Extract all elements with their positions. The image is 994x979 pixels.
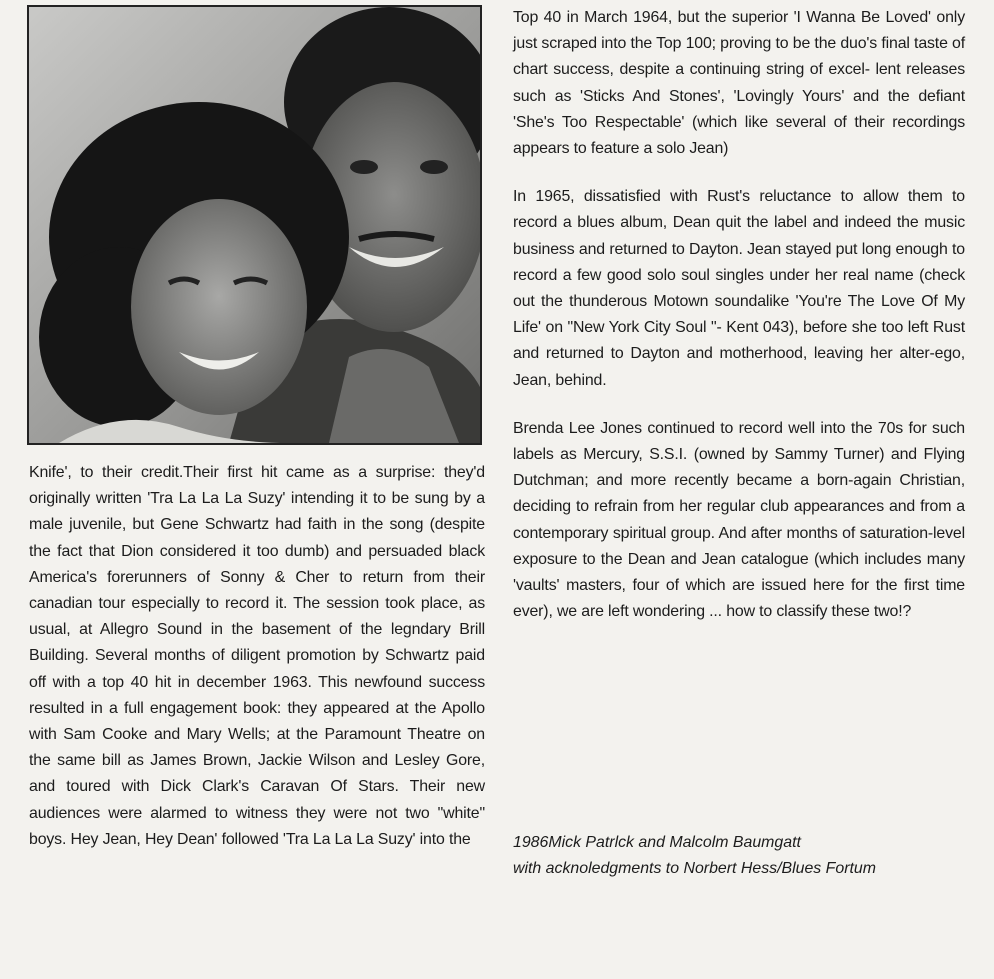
left-text-column [29,460,485,853]
right-paragraph-2: In 1965, dissatisfied with Rust's reluctance to allow them to record a blues album, Dean quit the label and indeed the music business and returned to Dayton. Jean stayed put long enough to record a few good solo soul singles under her real name (check out the thunderous Motown soundalike 'You're The Love Of My Life' on "New York City Soul "- Kent 043), before she too left Rust and returned to Dayton and motherhood, leaving her alter-ego, Jean, behind. [513,188,965,389]
credits-acknowledgments: with acknoledgments to Norbert Hess/Blues Fortum [513,860,876,877]
credits-block [513,830,965,882]
right-paragraph-3: Brenda Lee Jones continued to record well into the 70s for such labels as Mercury, S.S.I. (owned by Sammy Turner) and Flying Dutchman; and more recently became a born-again Christian, deciding to refrain from her regular club appearances and from a contemporary spiritual group. And after months of saturation-level exposure to the Dean and Jean catalogue (which includes many 'vaults' masters, four of which are issued here for the first time ever), we are left wondering ... how to classify these two!? [513,419,965,621]
duo-photo [27,5,482,445]
left-paragraph: Knife', to their credit.Their first hit came as a surprise: they'd originally written 'Tra La La La Suzy' intending it to be sung by a male juvenile, but Gene Schwartz had faith in the song (despite the fact that Dion considered it too dumb) and persuaded black America's forerunners of Sonny & Cher to return from their canadian tour especially to record it. The session took place, as usual, at Allegro Sound in the basement of the legndary Brill Building. Several months of diligent promotion by Schwartz paid off with a top 40 hit in december 1963. This newfound success resulted in a full engagement book: they appeared at the Apollo with Sam Cooke and Mary Wells; at the Paramount Theatre on the same bill as James Brown, Jackie Wilson and Lesley Gore, and toured with Dick Clark's Caravan Of Stars. Their new audiences were alarmed to witness they were not two "white" boys. Hey Jean, Hey Dean' followed 'Tra La La La Suzy' into the [29,464,485,848]
duo-photo-illustration [29,7,480,443]
right-text-column [513,5,965,625]
right-paragraph-1: Top 40 in March 1964, but the superior 'I Wanna Be Loved' only just scraped into the Top 100; proving to be the duo's final taste of chart success, despite a continuing string of excel- lent releases such as 'Sticks And Stones', 'Lovingly Yours' and the defiant 'She's Too Respectable' (which like several of their recordings appears to feature a solo Jean) [513,9,965,158]
credits-authors: 1986Mick Patrlck and Malcolm Baumgatt [513,834,801,851]
